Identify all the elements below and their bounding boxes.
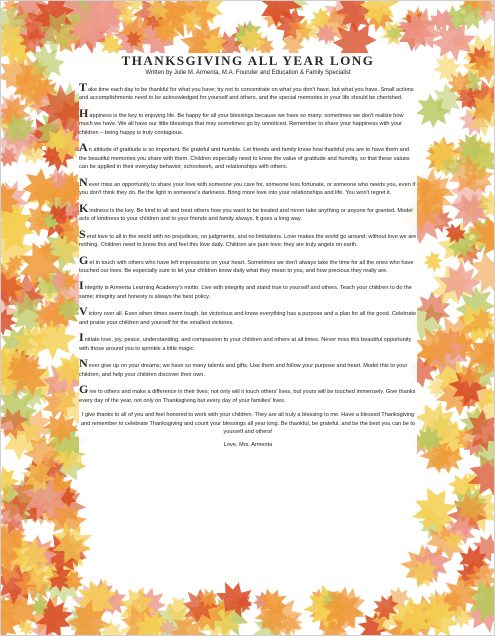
section-initial-letter: I	[79, 278, 84, 293]
section-initial-letter: K	[79, 200, 89, 215]
section-initial-letter: G	[79, 252, 89, 267]
section-text: ever miss an opportunity to share your love with someone you care for, someone less fortunate, or someone who needs you, even if you don't think they do. Be the light in someone's darkness. Bring more love into your relationships and life. You won't regret it.	[79, 181, 416, 196]
document-title: THANKSGIVING ALL YEAR LONG	[121, 53, 375, 68]
maple-leaf-icon	[421, 249, 445, 273]
section-text: n attitude of gratitude is so important. Be grateful and humble. Let friends and family know how thankful you are to have them and the beautiful memories you share with them. Children especially need to know the value of gratitude and humility, so that these values can be applied in their everyday behavior, schoolwork, and relationships with others.	[79, 147, 410, 170]
section-initial-letter: A	[79, 140, 88, 155]
section-initial-letter: T	[79, 80, 88, 94]
acrostic-section	[79, 330, 417, 353]
acrostic-section	[79, 140, 417, 171]
section-text: ever give up on your dreams; we have so many talents and gifts. Use them and follow your purpose and heart. Model this to your children, and help your children discover their own.	[79, 363, 408, 378]
section-text: ictory over all. Even when times seem tough, be victorious and know everything has a purpose and a plan for all the good. Celebrate and praise your children and yourself for the smallest victories.	[79, 311, 417, 326]
acrostic-section	[79, 304, 417, 327]
section-text: et in touch with others who have left impressions on your heart. Sometimes we don't always take the time for all the ones who have touched our lives. Be especially sure to let your children know daily what they mean to you, and how precious they really are.	[79, 259, 414, 274]
section-text: ntegrity is Armenta Learning Academy's motto. Live with integrity and stand true to yourself and others. Teach your children to do the same; integrity and honesty is always the best policy.	[79, 285, 412, 300]
document-body	[79, 53, 417, 453]
section-initial-letter: S	[79, 226, 86, 241]
section-initial-letter: N	[79, 356, 88, 371]
section-text: end love to all in the world with no prejudices, no judgments, and no limitations. Love makes the world go around; without love we are nothing. Children need to know this and feel this love daily. Children are pure love; they are truly angels on earth.	[79, 233, 417, 248]
closing-paragraph: I give thanks to all of you and feel honored to work with your children. They are all truly a blessing to me. Have a blessed Thanksgiving and remember to celebrate Thanksgiving and count your blessings all year long. Be thankful, be grateful, and be the best you can be to yourself and others!	[80, 412, 416, 435]
acrostic-section	[79, 252, 417, 276]
acrostic-section	[79, 356, 417, 379]
section-initial-letter: G	[79, 382, 89, 397]
section-text: indness is the key. Be kind to all and treat others how you want to be treated and never take anything or anyone for granted. Model acts of kindness to your children and to your friends and family always. It goes a long way.	[79, 207, 413, 222]
section-text: appiness is the key to enjoying life. Be happy for all your blessings because we have so many; sometimes we don't realize how much we have. We all have our little blessings that may sometimes go by unnoticed. Remember to share your happiness with your children – being happy is truly contagious.	[79, 112, 404, 136]
section-initial-letter: N	[79, 174, 88, 189]
acrostic-section	[79, 226, 417, 250]
section-text: ake time each day to be thankful for what you have; try not to concentrate on what you don't have, but what you have. Small actions and accomplishments need to be acknowledged for yourself and others, and the special memories in your life should be cherished.	[79, 87, 414, 102]
acrostic-sections	[79, 80, 417, 405]
acrostic-section	[79, 382, 417, 405]
section-text: nitiate love, joy, peace, understanding, and compassion to your children and others at all times. Never miss this beautiful opportunity with those around you to sprinkle a little magic.	[79, 337, 412, 352]
section-initial-letter: H	[79, 105, 89, 120]
acrostic-section	[79, 174, 417, 198]
acrostic-section	[79, 278, 417, 301]
section-initial-letter: I	[79, 330, 84, 345]
section-initial-letter: V	[79, 304, 88, 319]
acrostic-section	[79, 200, 417, 224]
signoff: Love, Mrs. Armenta	[223, 441, 273, 448]
acrostic-section	[79, 105, 417, 137]
acrostic-section	[79, 80, 417, 103]
section-text: ive to others and make a difference in their lives; not only will it touch others' lives, but yours will be touched immensely. Give thanks every day of the year, not only on Thanksgiving but every day of your families' lives.	[79, 389, 416, 404]
author-byline: Written by Julie M. Armenta, M.A. Founder and Education & Family Specialist	[145, 70, 351, 76]
